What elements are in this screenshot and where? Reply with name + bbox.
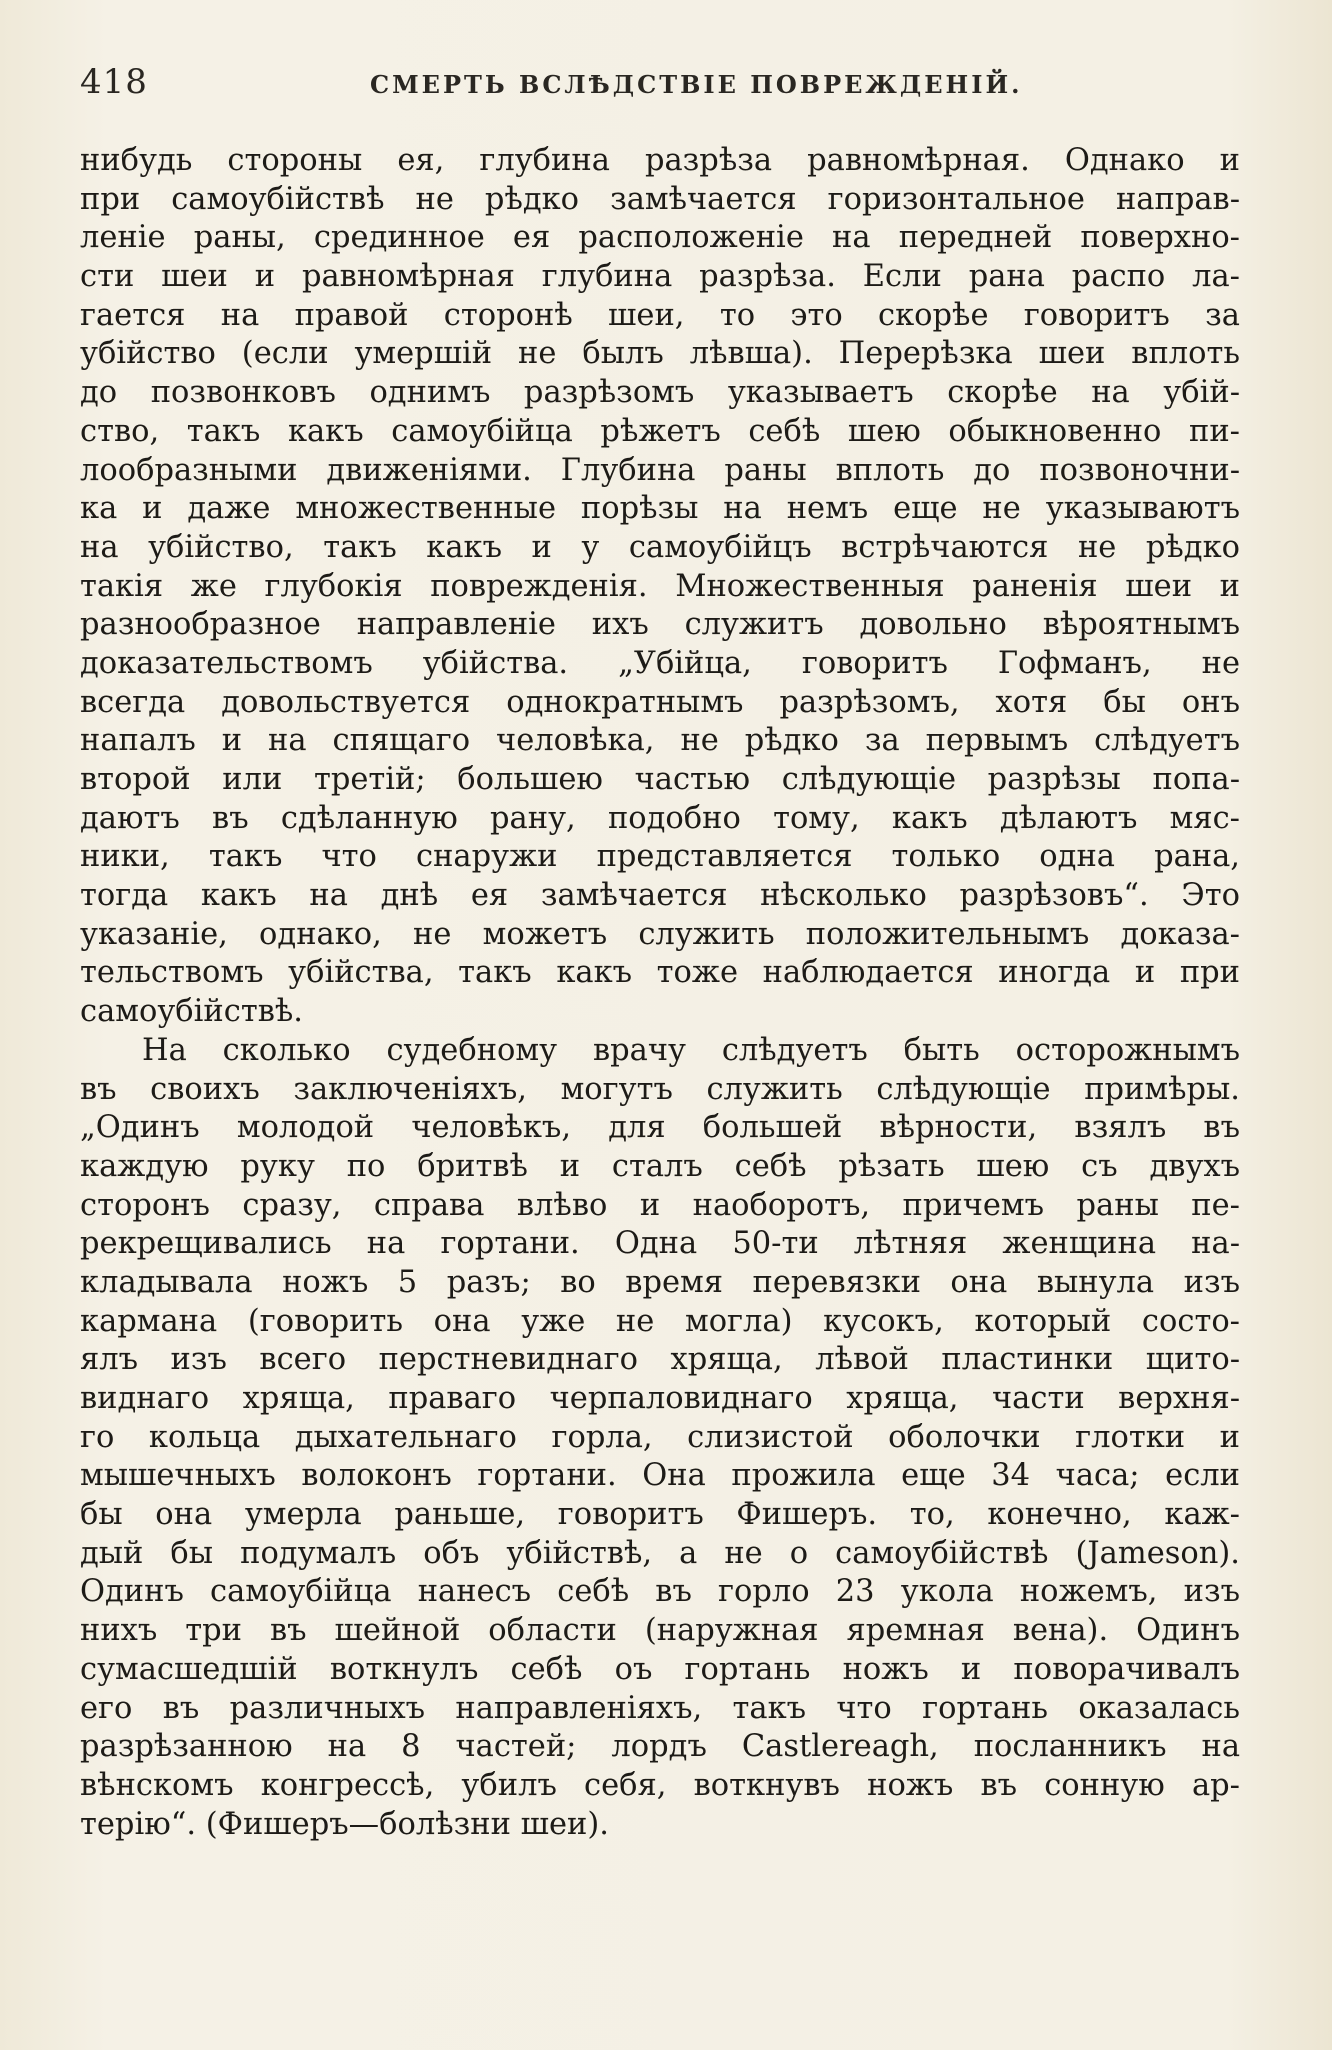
text-line: такія же глубокія поврежденія. Множественныя раненія шеи и bbox=[80, 568, 1240, 604]
text-line: ялъ изъ всего перстневиднаго хряща, лѣвой пластинки щито- bbox=[80, 1342, 1240, 1378]
text-line: ники, такъ что снаружи представляется только одна рана, bbox=[80, 839, 1240, 875]
text-line: нибудь стороны ея, глубина разрѣза равномѣрная. Однако и bbox=[80, 143, 1240, 178]
text-line: тельствомъ убійства, такъ какъ тоже наблюдается иногда и при bbox=[80, 955, 1240, 991]
text-line: сти шеи и равномѣрная глубина разрѣза. Если рана распо ла- bbox=[80, 259, 1240, 295]
text-line: рекрещивались на гортани. Одна 50-ти лѣтняя женщина на- bbox=[80, 1226, 1240, 1262]
page-header bbox=[80, 62, 1240, 106]
body-text bbox=[80, 142, 1240, 1844]
text-line: На сколько судебному врачу слѣдуетъ быть осторожнымъ bbox=[142, 1032, 1240, 1068]
text-line: всегда довольствуется однократнымъ разрѣзомъ, хотя бы онъ bbox=[80, 684, 1240, 720]
text-line: тогда какъ на днѣ ея замѣчается нѣсколько разрѣзовъ“. Это bbox=[80, 878, 1240, 914]
text-line: лообразными движеніями. Глубина раны вплоть до позвоночни- bbox=[80, 452, 1240, 488]
text-line: мышечныхъ волоконъ гортани. Она прожила еще 34 часа; если bbox=[80, 1458, 1240, 1494]
text-line: сумасшедшій воткнулъ себѣ оъ гортань ножъ и поворачивалъ bbox=[80, 1651, 1240, 1687]
text-line: леніе раны, срединное ея расположеніе на передней поверхно- bbox=[80, 220, 1240, 256]
text-line: на убійство, такъ какъ и у самоубійцъ встрѣчаются не рѣдко bbox=[80, 529, 1240, 565]
text-line: сторонъ сразу, справа влѣво и наоборотъ, причемъ раны пе- bbox=[80, 1187, 1240, 1223]
text-line: кладывала ножъ 5 разъ; во время перевязки она вынула изъ bbox=[80, 1264, 1240, 1300]
text-line: бы она умерла раньше, говоритъ Фишеръ. то, конечно, каж- bbox=[80, 1497, 1240, 1533]
paragraph-2 bbox=[80, 1032, 1240, 1844]
text-line: его въ различныхъ направленіяхъ, такъ что гортань оказалась bbox=[80, 1690, 1240, 1726]
text-line: доказательствомъ убійства. „Убійца, говоритъ Гофманъ, не bbox=[80, 645, 1240, 681]
text-line: ка и даже множественные порѣзы на немъ еще не указываютъ bbox=[80, 491, 1240, 527]
text-line: „Одинъ молодой человѣкъ, для большей вѣрности, взялъ въ bbox=[80, 1110, 1240, 1146]
page-number: 418 bbox=[80, 62, 148, 102]
text-line: терію“. (Фишеръ—болѣзни шеи). bbox=[80, 1806, 609, 1842]
text-line: Одинъ самоубійца нанесъ себѣ въ горло 23 укола ножемъ, изъ bbox=[80, 1574, 1240, 1610]
text-line: при самоубійствѣ не рѣдко замѣчается горизонтальное направ- bbox=[80, 181, 1240, 217]
text-line: напалъ и на спящаго человѣка, не рѣдко за первымъ слѣдуетъ bbox=[80, 723, 1240, 759]
text-line: ство, такъ какъ самоубійца рѣжетъ себѣ шею обыкновенно пи- bbox=[80, 413, 1240, 449]
text-line: второй или третій; большею частью слѣдующіе разрѣзы попа- bbox=[80, 762, 1240, 797]
text-line: нихъ три въ шейной области (наружная яремная вена). Одинъ bbox=[80, 1613, 1240, 1649]
paragraph-1 bbox=[80, 142, 1240, 1032]
text-line: разрѣзанною на 8 частей; лордъ Castlereagh, посланникъ на bbox=[80, 1729, 1240, 1765]
text-line: кармана (говорить она уже не могла) кусокъ, который состо- bbox=[80, 1303, 1240, 1339]
text-line: виднаго хряща, праваго черпаловиднаго хряща, части верхня- bbox=[80, 1381, 1240, 1416]
text-line: убійство (если умершій не былъ лѣвша). Перерѣзка шеи вплоть bbox=[80, 336, 1240, 372]
text-line: до позвонковъ однимъ разрѣзомъ указываетъ скорѣе на убій- bbox=[80, 375, 1240, 411]
text-line: гается на правой сторонѣ шеи, то это скорѣе говоритъ за bbox=[80, 297, 1240, 333]
text-line: го кольца дыхательнаго горла, слизистой оболочки глотки и bbox=[80, 1419, 1240, 1455]
text-line: самоубійствѣ. bbox=[80, 994, 303, 1030]
text-line: вѣнскомъ конгрессѣ, убилъ себя, воткнувъ ножъ въ сонную ар- bbox=[80, 1767, 1240, 1803]
running-title: СМЕРТЬ ВСЛѢДСТВІЕ ПОВРЕЖДЕНІЙ. bbox=[370, 70, 1023, 99]
text-line: дый бы подумалъ объ убійствѣ, а не о самоубійствѣ (Jameson). bbox=[80, 1535, 1240, 1571]
text-line: даютъ въ сдѣланную рану, подобно тому, какъ дѣлаютъ мяс- bbox=[80, 800, 1240, 836]
text-line: каждую руку по бритвѣ и сталъ себѣ рѣзать шею съ двухъ bbox=[80, 1148, 1240, 1184]
text-line: указаніе, однако, не можетъ служить положительнымъ доказа- bbox=[80, 916, 1240, 952]
text-line: въ своихъ заключеніяхъ, могутъ служить слѣдующіе примѣры. bbox=[80, 1071, 1240, 1107]
text-line: разнообразное направленіе ихъ служитъ довольно вѣроятнымъ bbox=[80, 607, 1240, 643]
